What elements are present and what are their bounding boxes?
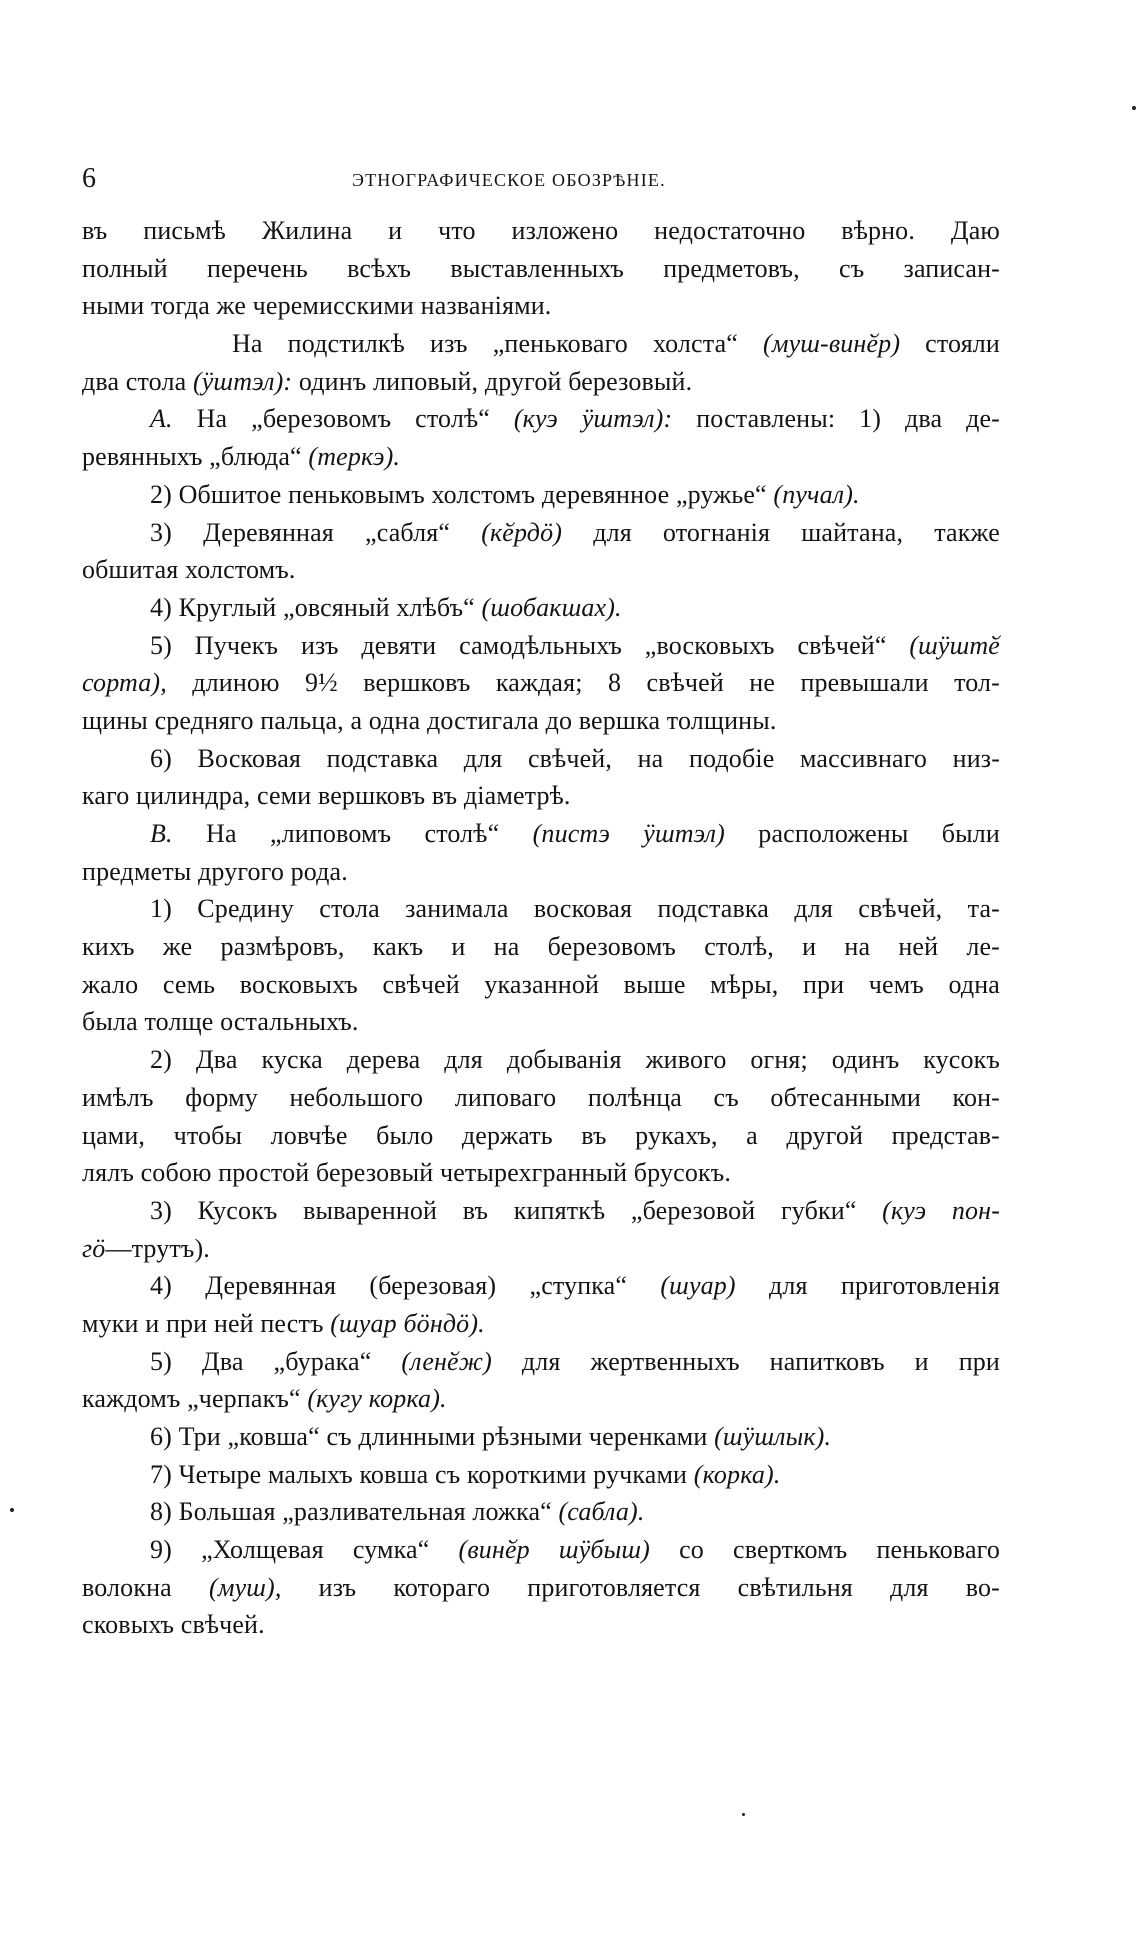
page-header [82, 162, 1000, 196]
cheremis-term: (корка). [693, 1459, 781, 1489]
cheremis-term: (пистэ ӱштэл) [532, 819, 725, 848]
cheremis-term: (шӱшлык). [714, 1422, 832, 1451]
text-run: 4) Круглый „овсяный хлѣбъ“ [150, 592, 482, 622]
text-line [82, 1569, 1000, 1607]
text-run: —трутъ). [105, 1233, 210, 1263]
text-line [82, 287, 1000, 325]
paragraph [82, 514, 1000, 589]
text-line [82, 1343, 1000, 1381]
cheremis-term: (ӱштэл): [192, 366, 293, 396]
text-run: для приготовленія [735, 1271, 1000, 1301]
print-speck [10, 1508, 14, 1512]
text-line [82, 1154, 1000, 1192]
text-run: На „березовомъ столѣ“ [172, 404, 514, 434]
text-run: 3) Кусокъ вываренной въ кипяткѣ „березовой губки“ [150, 1195, 883, 1225]
cheremis-term: (муш), [209, 1572, 282, 1602]
running-head: ЭТНОГРАФИЧЕСКОЕ ОБОЗРѢНІЕ. [352, 170, 666, 190]
text-line [82, 1456, 1000, 1494]
paragraph [82, 740, 1000, 815]
cheremis-term: В. [150, 819, 173, 848]
cheremis-term: (сабла). [558, 1497, 645, 1527]
text-run: имѣлъ форму небольшого липоваго полѣнца съ обтесанными кон- [82, 1082, 1000, 1112]
print-speck [1132, 106, 1136, 110]
text-line [82, 212, 1000, 250]
text-line [82, 476, 1000, 514]
text-run: щины средняго пальца, а одна достигала до вершка толщины. [82, 705, 777, 735]
text-line [82, 702, 1000, 740]
paragraph [82, 1041, 1000, 1192]
text-run: была толще остальныхъ. [82, 1007, 359, 1037]
paragraph [82, 1493, 1000, 1531]
text-run: лялъ собою простой березовый четырехгранный брусокъ. [82, 1158, 732, 1188]
cheremis-term: (шуар) [660, 1271, 736, 1301]
cheremis-term: (кугу корка). [307, 1384, 447, 1414]
cheremis-term: (теркэ). [308, 442, 401, 472]
cheremis-term: (пучал). [773, 479, 860, 509]
text-run: полный перечень всѣхъ выставленныхъ предметовъ, съ записан- [82, 253, 1000, 283]
text-line [82, 551, 1000, 589]
text-line [82, 363, 1000, 401]
text-line [82, 890, 1000, 928]
print-speck [742, 1813, 745, 1816]
text-run: волокна [82, 1572, 210, 1602]
text-line [82, 325, 1000, 363]
text-run: 5) Пучекъ изъ девяти самодѣльныхъ „восковыхъ свѣчей“ [150, 630, 910, 660]
text-run: ными тогда же черемисскими названіями. [82, 291, 552, 321]
text-run: 6) Восковая подставка для свѣчей, на подобіе массивнаго низ- [150, 743, 1000, 773]
text-line [82, 627, 1000, 665]
cheremis-term: (шӱштӗ [909, 630, 1000, 660]
text-line [82, 740, 1000, 778]
paragraph [82, 1456, 1000, 1494]
text-run: для жертвенныхъ напитковъ и при [491, 1346, 1000, 1376]
text-run: 1) Средину стола занимала восковая подставка для свѣчей, та- [150, 894, 1000, 924]
text-line [82, 928, 1000, 966]
text-line [82, 1380, 1000, 1418]
page-number: 6 [82, 163, 96, 194]
paragraph [82, 476, 1000, 514]
cheremis-term: сорта), [82, 668, 167, 698]
text-line [82, 777, 1000, 815]
paragraph [82, 1531, 1000, 1644]
text-run: 7) Четыре малыхъ ковша съ короткими ручками [150, 1459, 694, 1489]
paragraph [82, 1192, 1000, 1267]
cheremis-term: А. [150, 404, 173, 434]
text-run: изъ котораго приготовляется свѣтильня для во- [281, 1572, 1000, 1602]
paragraph [82, 325, 1000, 400]
paragraph [82, 627, 1000, 740]
paragraph [82, 400, 1000, 475]
cheremis-term: (винӗр шӱбыш) [458, 1535, 650, 1565]
text-run: жало семь восковыхъ свѣчей указанной выше мѣры, при чемъ одна [82, 969, 1000, 999]
text-line [82, 250, 1000, 288]
text-line [82, 400, 1000, 438]
text-line [82, 1192, 1000, 1230]
cheremis-term: (шуар бӧндӧ). [330, 1308, 485, 1338]
text-run: 3) Деревянная „сабля“ [150, 517, 482, 547]
text-run: одинъ липовый, другой березовый. [292, 366, 693, 396]
text-run: 8) Большая „разливательная ложка“ [150, 1497, 559, 1527]
text-run: ревянныхъ „блюда“ [82, 442, 309, 472]
text-run: муки и при ней пестъ [82, 1308, 331, 1338]
text-run: цами, чтобы ловчѣе было держать въ рукахъ, а другой представ- [82, 1120, 1000, 1150]
paragraph [82, 1418, 1000, 1456]
paragraph [82, 1267, 1000, 1342]
text-run: предметы другого рода. [82, 856, 348, 886]
text-run: На подстилкѣ изъ „пеньковаго холста“ [232, 329, 764, 359]
text-line [82, 1493, 1000, 1531]
text-run: для отогнанія шайтана, также [562, 517, 1000, 547]
text-run: 9) „Холщевая сумка“ [150, 1535, 459, 1565]
text-run: 5) Два „бурака“ [150, 1346, 402, 1376]
text-line [82, 438, 1000, 476]
text-run: расположены были [724, 819, 1000, 848]
text-line [82, 853, 1000, 891]
text-line [82, 1418, 1000, 1456]
text-run: каждомъ „черпакъ“ [82, 1384, 308, 1414]
paragraph [82, 815, 1000, 890]
text-run: 6) Три „ковша“ съ длинными рѣзными черенками [150, 1422, 715, 1451]
paragraph [82, 890, 1000, 1041]
text-run: На „липовомъ столѣ“ [172, 819, 533, 848]
text-run: каго цилиндра, семи вершковъ въ діаметрѣ. [82, 781, 571, 811]
cheremis-term: (кӗрдӧ) [481, 517, 563, 547]
text-line [82, 514, 1000, 552]
text-line [82, 1267, 1000, 1305]
text-line [82, 1117, 1000, 1155]
text-run: кихъ же размѣровъ, какъ и на березовомъ столѣ, и на ней ле- [82, 932, 1000, 962]
text-line [82, 589, 1000, 627]
text-run: 4) Деревянная (березовая) „ступка“ [150, 1271, 661, 1301]
text-line [82, 1079, 1000, 1117]
cheremis-term: (куэ пон- [882, 1195, 1000, 1225]
paragraph [82, 1343, 1000, 1418]
text-line [82, 664, 1000, 702]
text-line [82, 1305, 1000, 1343]
text-run: сковыхъ свѣчей. [82, 1610, 265, 1640]
cheremis-term: (куэ ӱштэл): [513, 404, 673, 434]
paragraph [82, 589, 1000, 627]
text-run: стояли [900, 329, 1000, 359]
text-run: поставлены: 1) два де- [672, 404, 1000, 434]
text-line [82, 1531, 1000, 1569]
cheremis-term: (муш-винӗр) [763, 329, 901, 359]
text-line [82, 1230, 1000, 1268]
paragraph [82, 212, 1000, 325]
cheremis-term: (шобакшах). [481, 592, 622, 622]
text-line [82, 1003, 1000, 1041]
text-line [82, 815, 1000, 853]
text-line [82, 1606, 1000, 1644]
text-run: 2) Обшитое пеньковымъ холстомъ деревянное „ружье“ [150, 479, 774, 509]
body-text [82, 212, 1000, 1644]
cheremis-term: (ленӗж) [401, 1346, 492, 1376]
text-run: длиною 9½ вершковъ каждая; 8 свѣчей не превышали тол- [166, 668, 1000, 698]
text-run: два стола [82, 366, 193, 396]
text-run: въ письмѣ Жилина и что изложено недостаточно вѣрно. Даю [82, 216, 1000, 245]
text-run: 2) Два куска дерева для добыванія живого огня; одинъ кусокъ [150, 1045, 1000, 1075]
text-line [82, 966, 1000, 1004]
text-line [82, 1041, 1000, 1079]
text-run: со сверткомъ пеньковаго [649, 1535, 1000, 1565]
text-run: обшитая холстомъ. [82, 555, 296, 585]
cheremis-term: гӧ [82, 1233, 106, 1263]
